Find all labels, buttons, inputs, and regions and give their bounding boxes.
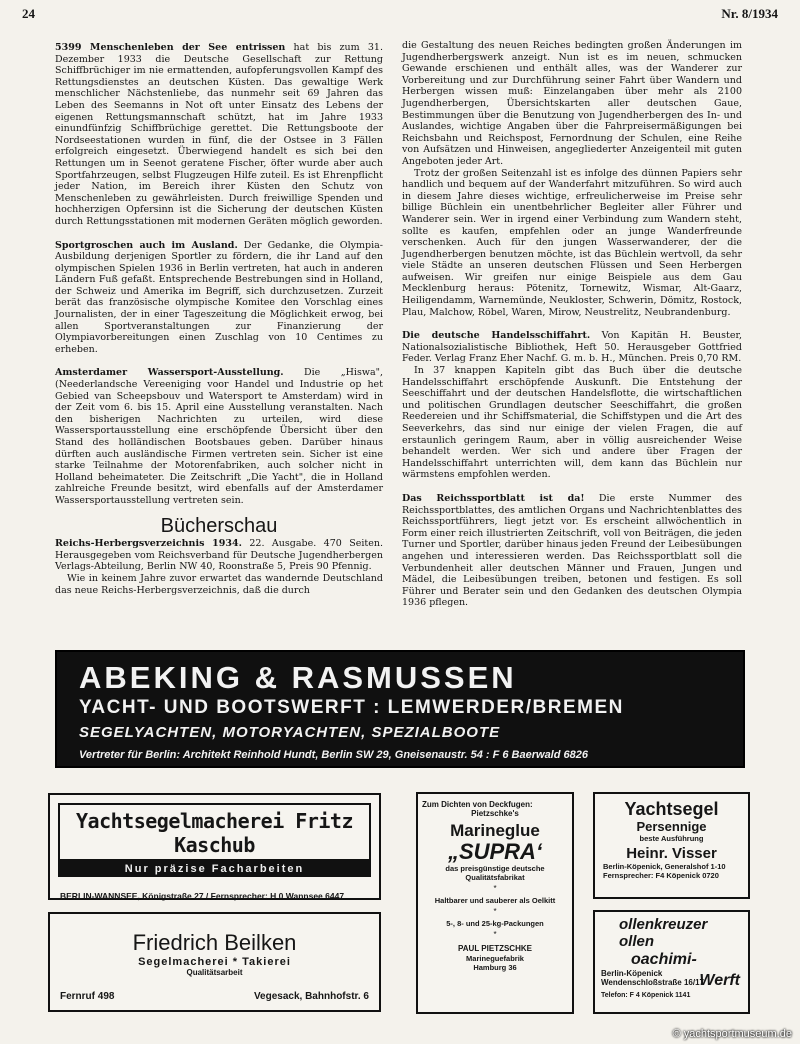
ad-company: Heinr. Visser xyxy=(626,845,717,862)
ad-maker: Pietzschke's xyxy=(471,809,519,818)
ad-beilken xyxy=(48,912,381,1012)
article-body: Von Kapitän H. Beuster, Nationalsozialistische Bibliothek, Heft 50. Herausgeber Gottfried Feder. Verlag Franz Eher Nachf. G. m. b. H., München. Preis 0,70 RM. xyxy=(402,330,742,365)
ad-kaschub xyxy=(48,793,381,900)
ad-phone: Telefon: F 4 Köpenick 1141 xyxy=(601,992,691,999)
ad-quality: Qualitätsarbeit xyxy=(186,968,243,977)
ad-subtitle: Segelmacherei * Takierei xyxy=(138,956,291,968)
ad-products: SEGELYACHTEN, MOTORYACHTEN, SPEZIALBOOTE xyxy=(79,724,501,741)
ad-city: Berlin-Köpenick xyxy=(601,969,663,978)
article-lead: Die deutsche Handelsschiffahrt. xyxy=(402,330,591,342)
ad-brand: „SUPRA‘ xyxy=(447,839,543,864)
ad-properties: Haltbarer und sauberer als Oelkitt xyxy=(434,896,556,905)
ad-company: PAUL PIETZSCHKE xyxy=(458,944,532,953)
book-review-herbergsverzeichnis xyxy=(55,538,383,573)
article-body: Die erste Nummer des Reichssportblattes, des amtlichen Organs und Nachrichtenblattes des Reichssportführers, liegt jetzt vor. Es erscheint allwöchentlich in Form einer reich illustrierten Zeitschrift, voll von Beiträgen, die jeden Turner und Sportler, darüber hinaus jeden Freund der Leibesübungen angehen und interessieren werden. Das Reichssportblatt soll die Verbundenheit aller deutschen Männer und Frauen, Jungen und Mädel, die Leibesübungen treiben, betonen und festigen. Es soll Führer und Berater sein und den Gedanken des deutschen Olympia 1936 pflegen. xyxy=(402,492,742,609)
article-body: Der Gedanke, die Olympia-Ausbildung derjenigen Sportler zu fördern, die ihr Land auf den olympischen Spielen 1936 in Berlin vertreten, hat auch in anderen Ländern Fuß gefaßt. Entsprechende Bestrebungen sind in Holland, der Schweiz und Amerika im Begriff, sich durchzusetzen. Zurzeit berät das französische olympische Komitee den Vorschlag eines Journalisten, der in einer Tageszeitung die Möglichkeit erwog, bei allen Sportveranstaltungen zur Finanzierung der Olympiavorbereitungen einen Zuschlag von 10 Centimes zu erheben. xyxy=(55,239,383,355)
ad-address: BERLIN-WANNSEE, Königstraße 27 / Fernsprecher: H 0 Wannsee 6447 xyxy=(60,891,345,901)
review-paragraph: die Gestaltung des neuen Reiches bedingten großen Änderungen im Jugendherbergswerk anzeigt. Nun ist es im neuen, schmucken Gewande erschienen und enthält alles, was der Wanderer zur Vorbereitung und zur Durchführung seiner Fahrt über Wandern und Herbergen wissen muß: Einzelangaben über mehr als 2100 Jugendherbergen, Übersichtskarten aller deutschen Gaue, Bestimmungen über die Benutzung von Jugendherbergen des In- und Auslandes, wichtige Angaben über die Fahrpreisermäßigungen bei Reichsbahn und Reichspost, Fernordnung der Schulen, eine Reihe von Aufsätzen und Hinweisen, angegliederter Anzeigenteil mit guten Angeboten jeder Art. xyxy=(402,40,742,167)
article-lead: Amsterdamer Wassersport-Ausstellung. xyxy=(55,367,284,379)
ad-product: Marineglue xyxy=(450,821,540,840)
book-review-handelsschiffahrt xyxy=(402,330,742,365)
left-column xyxy=(55,42,383,596)
section-title-buecherschau: Bücherschau xyxy=(160,514,278,537)
ad-footer xyxy=(50,991,379,1002)
article-rettung xyxy=(55,42,383,228)
review-paragraph: In 37 knappen Kapiteln gibt das Buch über die deutsche Handelsschiffahrt erschöpfende Auskunft. Die Entstehung der Seeschiffahrt und der deutschen Handelsflotte, die wirtschaftlichen und politischen Grundlagen deutscher Seeschiffahrt, die großen Reedereien und ihr Schiffsmaterial, die Schiffstypen und die Art des Seeverkehrs, das sind nur einige der vielen Fragen, die auf erstaunlich geringem Raum, aber in völlig ausreichender Weise behandelt werden. Wer sich und andere über Fragen der Handelsschiffahrt unterrichten will, dem kann das Büchlein nur wärmstens empfohlen werden. xyxy=(402,365,742,481)
right-column xyxy=(402,40,742,621)
ad-heading: Zum Dichten von Deckfugen: xyxy=(422,800,533,809)
ad-title: Yachtsegel xyxy=(624,799,719,819)
ad-separator: * xyxy=(493,884,497,893)
ad-abeking-rasmussen xyxy=(55,650,745,768)
ad-representative: Vertreter für Berlin: Architekt Reinhold Hundt, Berlin SW 29, Gneisenaustr. 54 : F 6 Baerwald 6826 xyxy=(79,749,588,761)
ad-phone: Fernruf 498 xyxy=(60,991,115,1002)
article-reichssportblatt xyxy=(402,493,742,609)
ad-subtitle: Nur präzise Facharbeiten xyxy=(58,861,371,877)
article-body: hat bis zum 31. Dezember 1933 die Deutsche Gesellschaft zur Rettung Schiffbrüchiger im nie ermattenden, aufopferungsvollen Kampf des Rettungsdienstes an deutschen Küsten. Das gewaltige Werk menschlicher Nächstenliebe, das nunmehr seit 69 Jahren das Leben des Seemanns in Not oft unter Einsatz des Lebens der eigenen Rettungsmannschaft schützt, hat im Jahre 1933 einundfünfzig Schiffbrüchige gerettet. Die Rettungsboote der Nordseestationen wurden in fünf, die der Ostsee in 3 Fällen erfolgreich eingesetzt. Überwiegend handelt es sich bei den Rettungen um in Seenot geratene Fischer, öfter wurde aber auch Sportfahrzeugen, selbst Flugzeugen Hilfe zuteil. Es ist Ehrenpflicht jeder Nation, im Bereich ihrer Küsten den Schutz von Menschenleben zu gewährleisten. Durch freiwillige Spenden und hochherzigen Opfersinn ist die Sicherung der deutschen Küsten durch Rettungsstationen mit modernen Geräten möglich geworden. xyxy=(55,42,383,227)
ad-supra xyxy=(416,792,574,1014)
article-sportgroschen xyxy=(55,240,383,356)
article-hiswa xyxy=(55,367,383,506)
ad-tagline: YACHT- UND BOOTSWERFT : LEMWERDER/BREMEN xyxy=(79,697,624,718)
ad-subtitle: Persennige xyxy=(636,819,707,834)
ad-visser xyxy=(593,792,750,899)
ad-phone: Fernsprecher: F4 Köpenick 0720 xyxy=(603,871,719,880)
issue-number: Nr. 8/1934 xyxy=(721,6,778,21)
ad-joachimi-werft xyxy=(593,910,750,1014)
ad-separator: * xyxy=(493,907,497,916)
ad-packages: 5-, 8- und 25-kg-Packungen xyxy=(446,919,544,928)
ad-address: Wendenschloßstraße 16/17 xyxy=(601,978,704,987)
ad-note: beste Ausführung xyxy=(639,834,704,843)
ad-factory: Marineguefabrik xyxy=(466,954,524,963)
page-number: 24 xyxy=(22,6,35,21)
ad-line-jollen: ollen xyxy=(619,933,655,950)
article-lead: 5399 Menschenleben der See entrissen xyxy=(55,42,286,53)
book-review-continuation: Wie in keinem Jahre zuvor erwartet das wandernde Deutschland das neue Reichs-Herbergsverzeichnis, daß die durch xyxy=(55,572,383,596)
article-lead: Sportgroschen auch im Ausland. xyxy=(55,239,238,251)
watermark: © yachtsportmuseum.de xyxy=(672,1028,792,1040)
ad-separator: * xyxy=(493,930,497,939)
ad-title: Yachtsegelmacherei Fritz Kaschub xyxy=(58,803,371,861)
ad-address: Vegesack, Bahnhofstr. 6 xyxy=(253,991,369,1002)
article-lead: Das Reichssportblatt ist da! xyxy=(402,492,585,504)
ad-description: das preisgünstige deutsche Qualitätsfabrikat xyxy=(445,864,545,882)
ad-address: Berlin-Köpenick, Generalshof 1-10 xyxy=(603,862,726,871)
article-body: 22. Ausgabe. 470 Seiten. Herausgegeben vom Reichsverband für Deutsche Jugendherbergen Verlags-Abteilung, Berlin NW 40, Roonstraße 5, Preis 90 Pfennig. xyxy=(55,538,384,573)
article-body: Die „Hiswa", (Neederlandsche Vereeniging voor Handel und Industrie op het Gebied van Scheepsbouv und Watersport te Amsterdam) wird in der Zeit vom 6. bis 15. April eine Ausstellung veranstalten. Nach den bisherigen Nachrichten zu urteilen, wird diese Wassersportausstellung eine erschöpfende Übersicht über den Stand des holländischen Bootsbaues geben. Darüber hinaus dürften auch ausländische Firmen vertreten sein. Sicher ist eine starke Teilnahme der Motorenfabriken, auch solcher nicht in Holland beheimateter. Die Zeitschrift „Die Yacht", die in Holland zahlreiche Freunde besitzt, wird ebenfalls auf der Amsterdamer Wassersportausstellung vertreten sein. xyxy=(55,367,384,506)
review-paragraph: Trotz der großen Seitenzahl ist es infolge des dünnen Papiers sehr handlich und bequem auf der Wanderfahrt mitzuführen. So wird auch in diesem Jahre dieses wichtige, erfreulicherweise im Preise sehr billige Büchlein ein unentbehrlicher Begleiter aller Führer und Wanderer sein. Wer in irgend einer Verbindung zum Wandern steht, sollte es kaufen, empfehlen oder an junge Wanderfreunde verschenken. Auch für den jungen Wasserwanderer, der die Jugendherbergen benutzen möchte, ist das Büchlein wertvoll, da sehr viele Städte an unseren deutschen Flüssen und Seen Herbergen aufweisen. Wir greifen nur einige Beispiele aus dem Gau Mecklenburg heraus: Pötenitz, Tornewitz, Wismar, Alt-Gaarz, Heiligendamm, Warnemünde, Neukloster, Schwerin, Dömitz, Rostock, Plau, Malchow, Röbel, Waren, Mirow, Neustrelitz, Neubrandenburg. xyxy=(402,167,742,318)
ad-line-werft: Werft xyxy=(699,972,740,989)
ad-city: Hamburg 36 xyxy=(473,963,517,972)
ad-company-name: ABEKING & RASMUSSEN xyxy=(79,660,517,695)
ad-line-joachimi: oachimi- xyxy=(631,951,697,968)
ad-title: Friedrich Beilken xyxy=(132,930,297,955)
ad-line-jollenkreuzer: ollenkreuzer xyxy=(619,916,708,933)
article-lead: Reichs-Herbergsverzeichnis 1934. xyxy=(55,538,242,550)
